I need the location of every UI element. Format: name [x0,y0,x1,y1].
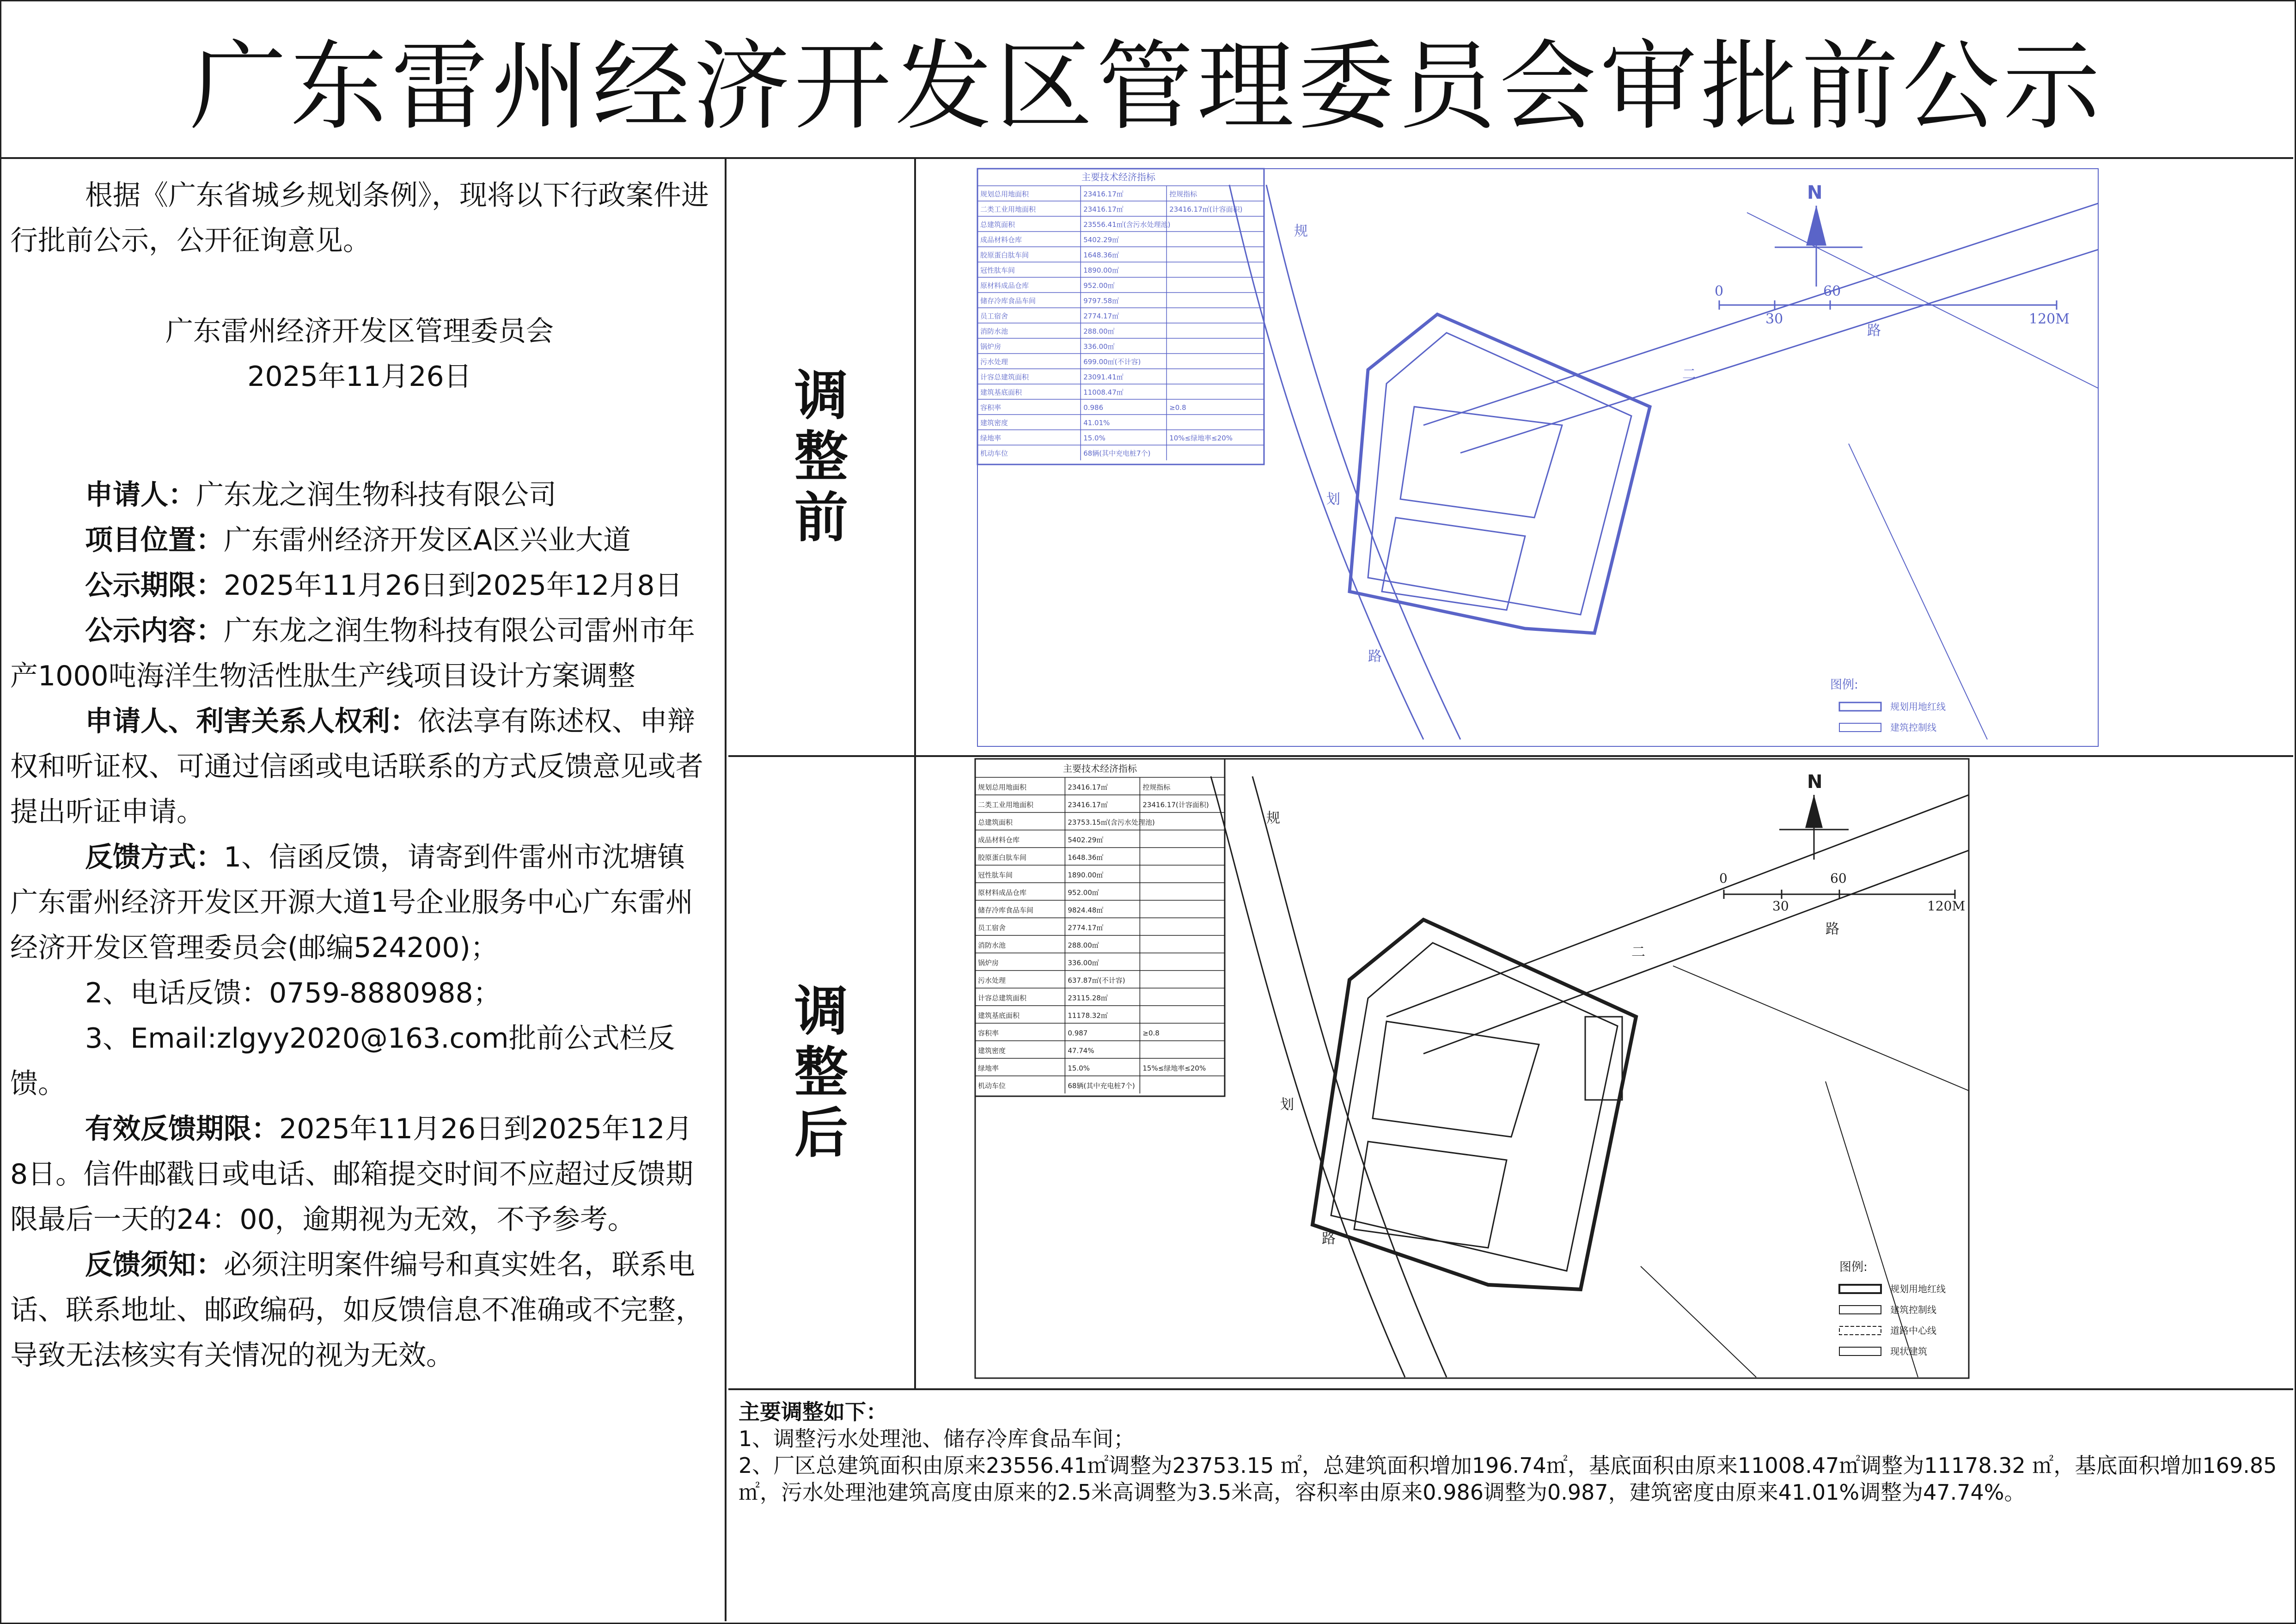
table-cell: 胶原蛋白肽车间 [978,853,1027,862]
before-road-char-3: 路 [1368,648,1382,665]
table-cell: 控规指标 [1142,783,1171,792]
after-scale-60: 60 [1830,871,1847,886]
before-label-cell [728,159,916,755]
after-road-char-4: 二 [1631,944,1645,960]
after-scale-0: 0 [1719,871,1728,886]
after-label-char-2: 整 [794,1041,848,1104]
site-plan-before [971,166,2107,750]
table-cell: 冠性肽车间 [980,266,1015,275]
applicant-line [10,472,709,518]
site-plan-after [971,758,1973,1380]
table-cell: 10%≤绿地率≤20% [1169,434,1233,443]
notice-panel [0,159,727,1621]
table-cell: 68辆(其中充电桩7个) [1068,1081,1135,1090]
after-label-cell [728,757,916,1388]
table-cell: 计容总建筑面积 [980,373,1029,382]
after-legend-2: 建筑控制线 [1890,1304,1936,1315]
table-cell: ≥0.8 [1169,403,1186,412]
notice-intro: 根据《广东省城乡规划条例》，现将以下行政案件进行批前公示，公开征询意见。 [10,179,709,257]
before-scale-60: 60 [1823,283,1841,299]
before-table-title: 主要技术经济指标 [1081,171,1155,183]
table-cell: 47.74% [1068,1046,1094,1055]
table-cell: 胶原蛋白肽车间 [980,251,1029,260]
table-cell: 原材料成品仓库 [978,888,1027,897]
after-compass-icon [1779,795,1849,860]
rights-label: 申请人、利害关系人权利： [85,705,418,738]
table-cell: 0.987 [1068,1029,1088,1038]
before-compass-label: N [1807,182,1823,203]
after-road-char-3: 路 [1322,1231,1336,1247]
notice-rules-line [10,1242,709,1378]
before-legend-title: 图例: [1830,678,1858,692]
table-cell: 23416.17㎡ [1083,205,1124,214]
table-cell: 绿地率 [980,434,1001,443]
valid-label: 有效反馈期限： [85,1113,279,1145]
table-cell: 1890.00㎡ [1083,266,1119,275]
table-cell: 9797.58㎡ [1083,297,1119,305]
table-cell: 23753.15㎡(含污水处理池) [1068,818,1155,827]
location-value: 广东雷州经济开发区A区兴业大道 [224,524,631,556]
after-road-char-5: 路 [1826,921,1839,937]
before-legend-1: 规划用地红线 [1890,701,1946,712]
table-cell: 336.00㎡ [1083,342,1115,351]
table-cell: 消防水池 [978,941,1006,950]
table-cell: 15.0% [1068,1064,1090,1073]
table-cell: 绿地率 [978,1064,999,1073]
table-cell: 68辆(其中充电桩7个) [1083,449,1151,458]
table-cell: 23416.17㎡ [1083,190,1124,199]
before-scale-30: 30 [1765,311,1783,327]
before-road-char-5: 路 [1867,323,1881,339]
after-legend-3: 道路中心线 [1890,1325,1936,1336]
table-cell: 1648.36㎡ [1083,251,1119,260]
before-scale-0: 0 [1715,283,1724,299]
content-value: 广东龙之润生物科技有限公司雷州市年产1000吨海洋生物活性肽生产线项目设计方案调整 [10,615,695,692]
before-legend-2: 建筑控制线 [1890,722,1936,733]
after-legend-1: 规划用地红线 [1890,1283,1946,1294]
table-cell: 建筑密度 [980,419,1008,427]
notice-rules-value: 必须注明案件编号和真实姓名，联系电话、联系地址、邮政编码，如反馈信息不准确或不完整，导致无法核实有关情况的视为无效。 [10,1249,703,1372]
content-label: 公示内容： [85,615,224,647]
table-cell: ≥0.8 [1142,1029,1160,1038]
rights-value: 依法享有陈述权、申辩权和听证权、可通过信函或电话联系的方式反馈意见或者提出听证申请。 [10,705,703,828]
after-legend [1839,1260,1946,1357]
table-cell: 288.00㎡ [1083,327,1115,336]
table-cell: 15.0% [1083,434,1105,443]
table-cell: 23416.17(计容面积) [1142,800,1209,809]
row-divider-1 [728,755,2293,757]
before-legend [1830,678,1946,733]
valid-value: 2025年11月26日到2025年12月8日。信件邮戳日或电话、邮箱提交时间不应超过反馈期限最后一天的24：00，逾期视为无效，不予参考。 [10,1113,694,1236]
table-cell: 建筑基底面积 [978,1011,1020,1020]
table-cell: 储存冷库食品车间 [978,906,1034,915]
table-cell: 952.00㎡ [1083,281,1115,290]
notice-date: 2025年11月26日 [247,360,472,393]
table-cell: 规划总用地面积 [978,783,1027,792]
after-scale-120: 120M [1927,898,1966,914]
table-cell: 637.87㎡(不计容) [1068,976,1125,985]
after-table-rows [975,777,1225,1093]
table-cell: 23416.17㎡(计容面积) [1169,205,1243,214]
after-road-char-2: 划 [1280,1097,1294,1113]
table-cell: 容积率 [980,403,1001,412]
table-cell: 952.00㎡ [1068,888,1099,897]
table-cell: 23091.41㎡ [1083,373,1124,382]
table-cell: 计容总建筑面积 [978,994,1027,1002]
table-cell: 23416.17㎡ [1068,800,1108,809]
table-cell: 23115.28㎡ [1068,994,1108,1002]
before-road-char-2: 划 [1326,491,1340,507]
table-cell: 2774.17㎡ [1068,923,1104,932]
after-scale-30: 30 [1772,898,1789,914]
table-cell: 二类工业用地面积 [978,800,1034,809]
table-cell: 二类工业用地面积 [980,205,1036,214]
table-cell: 污水处理 [978,976,1006,985]
period-label: 公示期限： [85,569,224,602]
table-cell: 2774.17㎡ [1083,312,1119,321]
table-cell: 699.00㎡(不计容) [1083,358,1141,366]
table-cell: 员工宿舍 [978,923,1006,932]
applicant-value: 广东龙之润生物科技有限公司 [196,479,556,511]
table-cell: 储存冷库食品车间 [980,297,1036,305]
table-cell: 消防水池 [980,327,1008,336]
table-cell: 建筑基底面积 [980,388,1022,397]
table-cell: 机动车位 [978,1081,1006,1090]
notice-rules-label: 反馈须知： [85,1249,224,1281]
feedback-line [10,835,709,971]
table-cell: 288.00㎡ [1068,941,1099,950]
before-table-rows [977,186,1264,460]
adjustment-summary [728,1390,2293,1621]
content-line [10,608,709,699]
location-label: 项目位置： [85,524,224,556]
table-cell: 污水处理 [980,358,1008,366]
table-cell: 1890.00㎡ [1068,871,1104,879]
table-cell: 5402.29㎡ [1068,836,1104,844]
applicant-label: 申请人： [85,479,196,511]
table-cell: 控规指标 [1169,190,1197,199]
table-cell: 锅炉房 [980,342,1001,351]
before-label-char-3: 前 [794,487,848,549]
period-value: 2025年11月26日到2025年12月8日 [224,569,683,602]
table-cell: 员工宿舍 [980,312,1008,321]
page-title: 广东雷州经济开发区管理委员会审批前公示 [0,0,2293,159]
after-label-char-3: 后 [794,1102,848,1165]
table-cell: 11178.32㎡ [1068,1011,1108,1020]
table-cell: 总建筑面积 [980,220,1015,229]
table-cell: 1648.36㎡ [1068,853,1104,862]
summary-title: 主要调整如下： [739,1399,887,1424]
after-table-title: 主要技术经济指标 [1063,763,1137,774]
table-cell: 规划总用地面积 [980,190,1029,199]
feedback-item-3: 3、Email:zlgyy2020@163.com批前公式栏反馈。 [10,1022,675,1100]
before-compass-icon [1775,206,1862,287]
table-cell: 原材料成品仓库 [980,281,1029,290]
after-scale-bar [1724,890,1955,899]
table-cell: 5402.29㎡ [1083,236,1119,244]
table-cell: 0.986 [1083,403,1104,412]
location-line [10,518,709,563]
before-label-char-1: 调 [794,365,848,427]
table-cell: 23556.41㎡(含污水处理池) [1083,220,1171,229]
rights-line [10,699,709,835]
before-scale-bar [1719,300,2057,310]
after-road-char-1: 规 [1266,810,1280,826]
after-legend-4: 现状建筑 [1890,1346,1927,1357]
table-cell: 41.01% [1083,419,1110,427]
after-label-char-1: 调 [794,980,848,1043]
summary-item-2: 2、厂区总建筑面积由原来23556.41㎡调整为23753.15 ㎡，总建筑面积增加196.74㎡，基底面积由原来11008.47㎡调整为11178.32 ㎡，基底面积增加169.85㎡，污水处理池建筑高度由原来的2.5米高调整为3.5米高，容积率由原来0.986调整为0.987，建筑密度由原来41.01%调整为47.74%。 [739,1453,2277,1505]
period-line [10,563,709,608]
table-cell: 锅炉房 [978,959,999,967]
table-cell: 机动车位 [980,449,1008,458]
table-cell: 9824.48㎡ [1068,906,1104,915]
valid-line [10,1106,709,1242]
after-compass-label: N [1807,771,1823,793]
feedback-item-1: 1、信函反馈，请寄到件雷州市沈塘镇广东雷州经济开发区开源大道1号企业服务中心广东雷州经济开发区管理委员会(邮编524200)； [10,841,694,964]
table-cell: 成品材料仓库 [980,236,1022,244]
table-cell: 11008.47㎡ [1083,388,1124,397]
table-cell: 冠性肽车间 [978,871,1013,879]
before-road-char-1: 规 [1294,223,1308,239]
table-cell: 15%≤绿地率≤20% [1142,1064,1206,1073]
after-legend-title: 图例: [1839,1260,1868,1274]
summary-item-1: 1、调整污水处理池、储存冷库食品车间； [739,1426,1135,1451]
before-road-char-4: 二 [1682,366,1696,383]
table-cell: 成品材料仓库 [978,836,1020,844]
feedback-label: 反馈方式： [85,841,224,873]
notice-org: 广东雷州经济开发区管理委员会 [165,315,554,348]
table-cell: 总建筑面积 [978,818,1013,827]
table-cell: 336.00㎡ [1068,959,1099,967]
table-cell: 23416.17㎡ [1068,783,1108,792]
before-scale-120: 120M [2029,311,2070,327]
before-label-char-2: 整 [794,426,848,488]
table-cell: 容积率 [978,1029,999,1038]
table-cell: 建筑密度 [978,1046,1006,1055]
feedback-item-2: 2、电话反馈：0759-8880988； [85,977,501,1009]
